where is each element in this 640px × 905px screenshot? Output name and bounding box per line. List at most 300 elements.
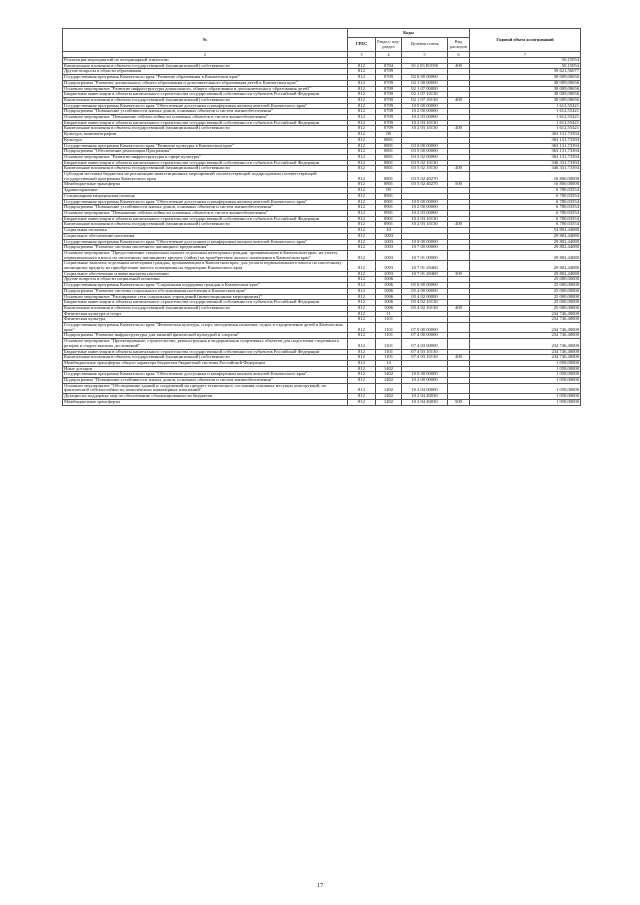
row-name: Подпрограмма "Повышение устойчивости жилых домов, основных объектов и систем жизнеобеспечения" <box>63 378 348 384</box>
row-target: 03 0 00 00000 <box>402 143 448 149</box>
row-vid: 500 <box>448 182 470 188</box>
row-section: 0901 <box>376 210 402 216</box>
row-target: 07 4 03 10130 <box>402 355 448 361</box>
row-name: Подпрограмма "Развитие инфраструктуры для занятий физической культурой и спортом" <box>63 333 348 339</box>
row-target: 03 5 00 00000 <box>402 149 448 155</box>
row-total: 29 802,44080 <box>470 245 581 251</box>
row-target: 10 2 03 00000 <box>402 210 448 216</box>
row-name: Социальная политика <box>63 228 348 234</box>
row-target: 10 7 01 20460 <box>402 261 448 271</box>
row-name: Основное мероприятие "Развитие инфраструктуры дошкольного, общего образования и дополнительного образования детей" <box>63 86 348 92</box>
row-total: 25 000,00000 <box>470 283 581 289</box>
row-grbs: 812 <box>348 323 376 333</box>
row-total: 363 131,73394 <box>470 132 581 138</box>
row-total: 25 000,00000 <box>470 305 581 311</box>
row-total: 38 009,00656 <box>470 75 581 81</box>
column-number: 3 <box>348 52 376 58</box>
column-number: 7 <box>470 52 581 58</box>
row-total: 1 058,00000 <box>470 394 581 400</box>
row-target: 05 0 00 00000 <box>402 283 448 289</box>
row-target: 10 2 03 10130 <box>402 216 448 222</box>
row-name: Субсидии местным бюджетам на реализацию инвестиционных мероприятий соответствующей подпрограммы соответствующей государственной программы Камчатского края <box>63 172 348 182</box>
row-total: 1 058,00000 <box>470 399 581 405</box>
row-total: 38 009,00656 <box>470 80 581 86</box>
row-section: 0704 <box>376 63 402 69</box>
row-grbs: 812 <box>348 97 376 103</box>
row-total: 6 780,03554 <box>470 210 581 216</box>
row-section: 0709 <box>376 115 402 121</box>
row-section: 1006 <box>376 283 402 289</box>
row-total: 6 780,03554 <box>470 193 581 199</box>
table-header <box>63 29 581 52</box>
row-name: Капитальные вложения в объекты государственной (муниципальной) собственности <box>63 305 348 311</box>
row-target: 02 1 07 10130 <box>402 97 448 103</box>
row-section: 1003 <box>376 271 402 277</box>
row-total: 234 746,40000 <box>470 349 581 355</box>
page-number: 17 <box>316 882 324 889</box>
row-grbs: 812 <box>348 115 376 121</box>
row-total: 1 612,55421 <box>470 103 581 109</box>
row-total: 6 780,03554 <box>470 205 581 211</box>
row-section: 1402 <box>376 372 402 378</box>
row-section: 1006 <box>376 305 402 311</box>
row-grbs: 812 <box>348 109 376 115</box>
row-section: 1101 <box>376 317 402 323</box>
row-grbs: 812 <box>348 188 376 194</box>
row-name: Здравоохранение <box>63 188 348 194</box>
row-total: 234 746,40000 <box>470 339 581 349</box>
row-name: Подпрограмма "Повышение устойчивости жилых домов, основных объектов и систем жизнеобеспечения" <box>63 109 348 115</box>
row-total: 234 746,40000 <box>470 323 581 333</box>
row-section: 0709 <box>376 103 402 109</box>
row-grbs: 812 <box>348 120 376 126</box>
row-target: 07 4 03 10130 <box>402 349 448 355</box>
row-total: 38 009,00656 <box>470 97 581 103</box>
table-row <box>63 250 581 260</box>
row-grbs: 812 <box>348 199 376 205</box>
row-target: 05 4 02 10130 <box>402 305 448 311</box>
row-grbs: 812 <box>348 378 376 384</box>
row-section: 10 <box>376 228 402 234</box>
row-total: 363 131,73394 <box>470 149 581 155</box>
row-grbs: 812 <box>348 245 376 251</box>
table-row <box>63 383 581 393</box>
row-section: 1402 <box>376 378 402 384</box>
row-total: 25 000,00000 <box>470 288 581 294</box>
row-vid: 400 <box>448 166 470 172</box>
row-name: Реализация мероприятий по ветеринарной эпизоотии <box>63 58 348 64</box>
row-grbs: 812 <box>348 288 376 294</box>
row-grbs: 812 <box>348 193 376 199</box>
row-target: 03 5 02 10130 <box>402 166 448 172</box>
row-section: 1003 <box>376 261 402 271</box>
row-grbs: 812 <box>348 103 376 109</box>
row-total: 29 802,44080 <box>470 261 581 271</box>
row-total: 1 058,00000 <box>470 366 581 372</box>
row-name: Стационарная медицинская помощь <box>63 193 348 199</box>
row-target: 10 2 03 00000 <box>402 115 448 121</box>
row-target: 10 2 03 10130 <box>402 126 448 132</box>
row-name: Другие вопросы в области социальной политики <box>63 277 348 283</box>
row-section: 0709 <box>376 80 402 86</box>
row-total: 346 331,73394 <box>470 166 581 172</box>
row-name: Дотации на поддержку мер по обеспечению сбалансированности бюджетов <box>63 394 348 400</box>
row-section: 0801 <box>376 137 402 143</box>
row-target: 02 1 07 10130 <box>402 92 448 98</box>
row-section: 0709 <box>376 109 402 115</box>
row-name: Бюджетные инвестиции в объекты капитального строительства государственной собственности субъектов Российской Федерации <box>63 160 348 166</box>
row-grbs: 812 <box>348 366 376 372</box>
row-target: 10 0 00 00000 <box>402 372 448 378</box>
header-num: № <box>63 29 348 52</box>
table-row <box>63 172 581 182</box>
row-name: Капитальные вложения в объекты государственной (муниципальной) собственности <box>63 126 348 132</box>
row-name: Капитальные вложения в объекты государственной (муниципальной) собственности <box>63 222 348 228</box>
row-grbs: 812 <box>348 205 376 211</box>
row-total: 234 746,40000 <box>470 317 581 323</box>
row-vid: 400 <box>448 97 470 103</box>
row-grbs: 812 <box>348 277 376 283</box>
row-target: 03 5 02 10130 <box>402 160 448 166</box>
row-name: Межбюджетные трансферты <box>63 399 348 405</box>
row-name: Физическая культура <box>63 317 348 323</box>
row-target: 03 5 02 40270 <box>402 182 448 188</box>
row-section: 1402 <box>376 383 402 393</box>
header-vid: Вид расходов <box>448 38 470 52</box>
row-grbs: 812 <box>348 92 376 98</box>
row-section: 0901 <box>376 205 402 211</box>
header-total: Годовой объем ассигнований <box>470 29 581 52</box>
row-target: 02 1 00 00000 <box>402 80 448 86</box>
row-grbs: 812 <box>348 86 376 92</box>
table-row <box>63 339 581 349</box>
row-target: 10 7 01 20460 <box>402 271 448 277</box>
row-section: 0801 <box>376 154 402 160</box>
row-target: 10 0 00 00000 <box>402 239 448 245</box>
row-vid <box>448 339 470 349</box>
row-total: 363 131,73394 <box>470 143 581 149</box>
row-grbs: 812 <box>348 383 376 393</box>
row-vid <box>448 383 470 393</box>
row-section: 0801 <box>376 143 402 149</box>
row-target: 02 0 00 00000 <box>402 75 448 81</box>
row-grbs: 812 <box>348 349 376 355</box>
row-name: Социальные выплаты отдельным категориям граждан, проживающим в Камчатском крае, для уплаты первоначального взноса по ипотечному жилищному кредиту на приобретение жилого помещения на территории Камчатского края <box>63 261 348 271</box>
row-grbs: 812 <box>348 160 376 166</box>
row-name: Государственная программа Камчатского края "Развитие культуры в Камчатском крае" <box>63 143 348 149</box>
row-grbs: 812 <box>348 222 376 228</box>
row-grbs: 812 <box>348 300 376 306</box>
row-total: 16 800,00000 <box>470 182 581 188</box>
row-grbs: 812 <box>348 333 376 339</box>
row-total: 346 331,73394 <box>470 160 581 166</box>
row-target: 10 2 00 00000 <box>402 109 448 115</box>
column-number: 6 <box>448 52 470 58</box>
row-section: 1006 <box>376 300 402 306</box>
row-section: 0709 <box>376 120 402 126</box>
row-name: Капитальные вложения в объекты государственной (муниципальной) собственности <box>63 355 348 361</box>
row-vid <box>448 261 470 271</box>
row-section: 1101 <box>376 333 402 339</box>
row-name: Подпрограмма "Развитие системы социального обслуживания населения в Камчатском крае" <box>63 288 348 294</box>
row-grbs: 812 <box>348 228 376 234</box>
row-name: Капитальные вложения в объекты государственной (муниципальной) собственности <box>63 166 348 172</box>
row-section: 0709 <box>376 69 402 75</box>
row-total: 38 009,00656 <box>470 86 581 92</box>
row-name: Бюджетные инвестиции в объекты капитального строительства государственной собственности субъектов Российской Федерации <box>63 300 348 306</box>
row-target: 03 5 02 00000 <box>402 154 448 160</box>
row-grbs: 812 <box>348 154 376 160</box>
row-section: 0709 <box>376 126 402 132</box>
row-total: 1 612,55421 <box>470 115 581 121</box>
row-vid <box>448 323 470 333</box>
table-row <box>63 261 581 271</box>
row-vid <box>448 250 470 260</box>
row-target: 10 2 04 40030 <box>402 394 448 400</box>
row-name: Подпрограмма "Обеспечение реализации Программы" <box>63 149 348 155</box>
row-section: 0709 <box>376 97 402 103</box>
row-total: 50,15054 <box>470 63 581 69</box>
row-name: Основное мероприятие "Предоставление социальных выплат отдельным категориям граждан, проживающим в Камчатском крае, на уплату первоначального взноса по ипотечному жилищному кредиту (займу) на приобретение жилого помещения в Камчатском крае" <box>63 250 348 260</box>
row-section: 08 <box>376 132 402 138</box>
row-name: Государственная программа Камчатского края "Развитие образования в Камчатском крае" <box>63 75 348 81</box>
row-target: 10 7 01 00000 <box>402 250 448 260</box>
row-target: 03 5 02 40270 <box>402 172 448 182</box>
row-target: 10 2 03 10130 <box>402 222 448 228</box>
row-grbs: 812 <box>348 69 376 75</box>
row-total: 16 800,00000 <box>470 172 581 182</box>
row-grbs: 812 <box>348 233 376 239</box>
row-target: 05 4 02 10130 <box>402 300 448 306</box>
row-grbs: 812 <box>348 372 376 378</box>
row-section: 0801 <box>376 166 402 172</box>
row-section: 1101 <box>376 339 402 349</box>
row-total: 1 058,00000 <box>470 383 581 393</box>
row-target: 05 4 00 00000 <box>402 288 448 294</box>
row-name: Подпрограмма "Повышение устойчивости жилых домов, основных объектов и систем жизнеобеспечения" <box>63 205 348 211</box>
row-grbs: 812 <box>348 311 376 317</box>
row-target: 07 0 00 00000 <box>402 323 448 333</box>
row-name: Бюджетные инвестиции в объекты капитального строительства государственной собственности субъектов Российской Федерации <box>63 216 348 222</box>
row-target: 10 2 04 00000 <box>402 383 448 393</box>
row-grbs: 812 <box>348 271 376 277</box>
row-target: 10 2 03 R1050 <box>402 63 448 69</box>
row-vid: 400 <box>448 222 470 228</box>
row-total: 1 612,55421 <box>470 109 581 115</box>
row-total: 234 746,40000 <box>470 355 581 361</box>
row-total: 25 000,00000 <box>470 300 581 306</box>
row-grbs: 812 <box>348 137 376 143</box>
row-target: 05 4 02 00000 <box>402 294 448 300</box>
row-section: 1402 <box>376 394 402 400</box>
row-name: Основное мероприятие "Обследование зданий и сооружений на предмет технического состояния основных несущих конструкций, их фактической сейсмостойкости, комплексных инженерных изысканий" <box>63 383 348 393</box>
row-total: 363 131,73394 <box>470 154 581 160</box>
row-grbs: 812 <box>348 250 376 260</box>
header-codes: Коды <box>348 29 470 38</box>
row-total: 234 746,40000 <box>470 311 581 317</box>
row-name: Государственная программа Камчатского края "Обеспечение доступным и комфортным жильем жителей Камчатского края" <box>63 239 348 245</box>
row-grbs: 812 <box>348 317 376 323</box>
row-name: Основное мероприятие "Повышение сейсмостойкости основных объектов и систем жизнеобеспечения" <box>63 210 348 216</box>
row-name: Основное мероприятие "Проектирование, строительство, реконструкция и модернизация спортивных объектов для подготовки спортивного резерва и спорта высших достижений" <box>63 339 348 349</box>
row-target: 10 7 00 00000 <box>402 245 448 251</box>
row-name: Иные дотации <box>63 366 348 372</box>
row-section: 1402 <box>376 366 402 372</box>
row-vid: 400 <box>448 126 470 132</box>
row-section: 1006 <box>376 294 402 300</box>
row-target: 10 2 00 00000 <box>402 205 448 211</box>
row-total: 1 058,00000 <box>470 360 581 366</box>
row-total: 1 612,55421 <box>470 126 581 132</box>
row-section: 1006 <box>376 288 402 294</box>
row-grbs: 812 <box>348 132 376 138</box>
row-grbs: 812 <box>348 239 376 245</box>
row-target: 07 4 03 00000 <box>402 339 448 349</box>
row-name: Подпрограмма "Развитие системы ипотечного жилищного кредитования" <box>63 245 348 251</box>
row-vid: 300 <box>448 271 470 277</box>
row-name: Государственная программа Камчатского края "Обеспечение доступным и комфортным жильем жителей Камчатского края" <box>63 199 348 205</box>
row-section: 0709 <box>376 86 402 92</box>
row-section: 1003 <box>376 245 402 251</box>
row-grbs: 812 <box>348 149 376 155</box>
row-grbs: 812 <box>348 339 376 349</box>
row-section: 09 <box>376 188 402 194</box>
row-vid: 500 <box>448 399 470 405</box>
column-number: 5 <box>402 52 448 58</box>
row-section: 0901 <box>376 193 402 199</box>
row-total: 6 780,03554 <box>470 222 581 228</box>
row-vid: 400 <box>448 305 470 311</box>
row-target: 10 2 03 10130 <box>402 120 448 126</box>
row-section: 0801 <box>376 172 402 182</box>
row-name: Государственная программа Камчатского края "Физическая культура, спорт, молодежная политика, отдых и оздоровление детей в Камчатском крае" <box>63 323 348 333</box>
row-target: 10 2 04 40030 <box>402 399 448 405</box>
row-grbs: 812 <box>348 182 376 188</box>
row-grbs: 812 <box>348 394 376 400</box>
row-name: Подпрограмма "Развитие дошкольного, общего образования и дополнительного образования детей в Камчатском крае" <box>63 80 348 86</box>
row-section: 0801 <box>376 160 402 166</box>
row-vid: 400 <box>448 63 470 69</box>
row-section: 0801 <box>376 182 402 188</box>
row-grbs: 812 <box>348 261 376 271</box>
row-grbs: 812 <box>348 80 376 86</box>
row-grbs: 812 <box>348 283 376 289</box>
row-target: 07 4 00 00000 <box>402 333 448 339</box>
row-name: Государственная программа Камчатского края "Обеспечение доступным и комфортным жильем жителей Камчатского края" <box>63 372 348 378</box>
row-total: 38 009,00656 <box>470 92 581 98</box>
row-total: 1 058,00000 <box>470 378 581 384</box>
table-row <box>63 399 581 405</box>
row-section: 1101 <box>376 349 402 355</box>
row-section: 1006 <box>376 277 402 283</box>
row-section: 1402 <box>376 399 402 405</box>
row-grbs: 812 <box>348 166 376 172</box>
row-section: 0901 <box>376 216 402 222</box>
row-name: Бюджетные инвестиции в объекты капитального строительства государственной собственности субъектов Российской Федерации <box>63 120 348 126</box>
table-row <box>63 323 581 333</box>
row-total: 29 802,44080 <box>470 239 581 245</box>
row-total: 25 000,00000 <box>470 294 581 300</box>
row-name: Бюджетные инвестиции в объекты капитального строительства государственной собственности субъектов Российской Федерации <box>63 349 348 355</box>
row-grbs: 812 <box>348 172 376 182</box>
row-total: 50,15054 <box>470 58 581 64</box>
row-total: 6 780,03554 <box>470 199 581 205</box>
row-total: 54 802,44080 <box>470 228 581 234</box>
row-total: 29 802,44080 <box>470 250 581 260</box>
row-total: 234 746,40000 <box>470 333 581 339</box>
row-section: 1101 <box>376 323 402 333</box>
row-section: 14 <box>376 360 402 366</box>
row-grbs: 812 <box>348 305 376 311</box>
header-section: Раздел, под- раздел <box>376 38 402 52</box>
row-section: 1003 <box>376 250 402 260</box>
row-grbs: 812 <box>348 63 376 69</box>
row-grbs: 812 <box>348 75 376 81</box>
row-section: 0901 <box>376 222 402 228</box>
row-section: 1003 <box>376 233 402 239</box>
row-name: Другие вопросы в области образования <box>63 69 348 75</box>
row-name: Межбюджетные трансферты <box>63 182 348 188</box>
row-target: 02 1 07 00000 <box>402 86 448 92</box>
column-number: 4 <box>376 52 402 58</box>
row-total: 39 621,56077 <box>470 69 581 75</box>
row-grbs: 812 <box>348 143 376 149</box>
row-total: 1 612,55421 <box>470 120 581 126</box>
row-name: Основное мероприятие "Расширение сети социальных учреждений (инвестиционные мероприятия)" <box>63 294 348 300</box>
row-total: 25 000,00000 <box>470 277 581 283</box>
row-total: 363 131,73394 <box>470 137 581 143</box>
header-grbs: ГРБС <box>348 38 376 52</box>
row-grbs: 812 <box>348 399 376 405</box>
row-grbs: 812 <box>348 216 376 222</box>
row-section: 1003 <box>376 239 402 245</box>
row-vid <box>448 172 470 182</box>
row-section: 0801 <box>376 149 402 155</box>
row-name: Основное мероприятие "Развитие инфраструктуры в сфере культуры" <box>63 154 348 160</box>
column-number: 2 <box>63 52 348 58</box>
row-total: 1 058,00000 <box>470 372 581 378</box>
row-name: Бюджетные инвестиции в объекты капитального строительства государственной собственности субъектов Российской Федерации <box>63 92 348 98</box>
row-grbs: 812 <box>348 294 376 300</box>
row-name: Государственная программа Камчатского края "Социальная поддержка граждан в Камчатском крае" <box>63 283 348 289</box>
row-section: 0709 <box>376 92 402 98</box>
row-name: Основное мероприятие "Повышение сейсмостойкости основных объектов и систем жизнеобеспечения" <box>63 115 348 121</box>
row-target: 10 0 00 00000 <box>402 103 448 109</box>
row-name: Капитальные вложения в объекты государственной (муниципальной) собственности <box>63 97 348 103</box>
row-name: Капитальные вложения в объекты государственной (муниципальной) собственности <box>63 63 348 69</box>
row-name: Межбюджетные трансферты общего характера бюджетам бюджетной системы Российской Федерации <box>63 360 348 366</box>
row-section: 0901 <box>376 199 402 205</box>
row-section: 11 <box>376 311 402 317</box>
row-grbs: 812 <box>348 360 376 366</box>
budget-table <box>62 28 581 406</box>
row-grbs: 812 <box>348 126 376 132</box>
row-name: Социальное обеспечение населения <box>63 233 348 239</box>
row-total: 6 780,03554 <box>470 216 581 222</box>
row-name: Культура, кинематография <box>63 132 348 138</box>
row-name: Культура <box>63 137 348 143</box>
header-target: Целевая статья <box>402 38 448 52</box>
row-target: 10 0 00 00000 <box>402 199 448 205</box>
row-section: 1101 <box>376 355 402 361</box>
row-grbs: 812 <box>348 210 376 216</box>
row-total: 29 802,44080 <box>470 233 581 239</box>
row-target: 10 2 00 00000 <box>402 378 448 384</box>
row-name: Государственная программа Камчатского края "Обеспечение доступным и комфортным жильем жителей Камчатского края" <box>63 103 348 109</box>
row-total: 29 802,44080 <box>470 271 581 277</box>
row-grbs: 812 <box>348 355 376 361</box>
row-total: 6 780,03554 <box>470 188 581 194</box>
